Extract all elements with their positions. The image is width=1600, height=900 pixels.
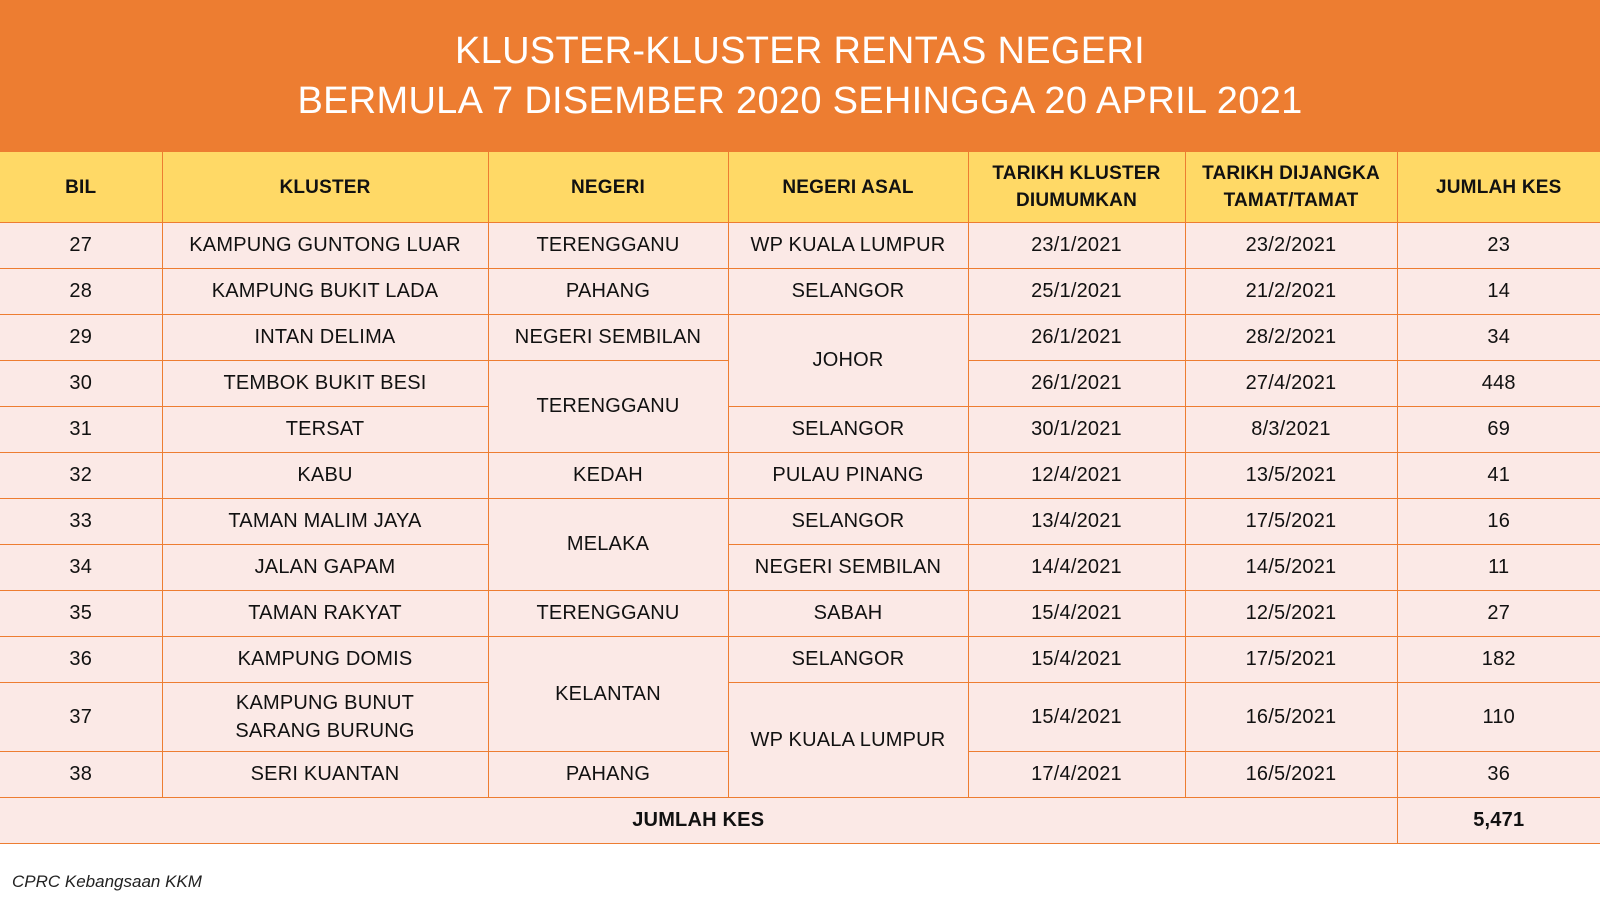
cell-negeri: PAHANG	[488, 269, 728, 315]
cell-bil: 33	[0, 499, 162, 545]
cell-kes: 182	[1397, 637, 1600, 683]
cell-kluster: TERSAT	[162, 407, 488, 453]
table-row	[0, 545, 1600, 591]
cell-kluster: JALAN GAPAM	[162, 545, 488, 591]
table-row	[0, 591, 1600, 637]
cell-kluster: KAMPUNG DOMIS	[162, 637, 488, 683]
cell-bil: 37	[0, 683, 162, 752]
cell-kes: 16	[1397, 499, 1600, 545]
table-row	[0, 453, 1600, 499]
header-negeri: NEGERI	[488, 152, 728, 223]
table-row	[0, 407, 1600, 453]
cell-negeri-asal: WP KUALA LUMPUR	[728, 223, 968, 269]
cell-kes: 34	[1397, 315, 1600, 361]
cell-kes: 69	[1397, 407, 1600, 453]
cell-kluster: INTAN DELIMA	[162, 315, 488, 361]
cell-tamat: 13/5/2021	[1185, 453, 1397, 499]
table-row	[0, 683, 1600, 752]
cell-negeri-asal: NEGERI SEMBILAN	[728, 545, 968, 591]
title-banner	[0, 0, 1600, 152]
cell-tamat: 16/5/2021	[1185, 752, 1397, 798]
cell-diumumkan: 13/4/2021	[968, 499, 1185, 545]
table-row	[0, 499, 1600, 545]
cell-tamat: 27/4/2021	[1185, 361, 1397, 407]
cell-kluster: KAMPUNG BUNUT SARANG BURUNG	[162, 683, 488, 752]
cell-negeri-asal: SABAH	[728, 591, 968, 637]
cell-kluster: KAMPUNG GUNTONG LUAR	[162, 223, 488, 269]
cell-diumumkan: 26/1/2021	[968, 361, 1185, 407]
cell-tamat: 17/5/2021	[1185, 637, 1397, 683]
cell-bil: 28	[0, 269, 162, 315]
cell-bil: 30	[0, 361, 162, 407]
cell-bil: 31	[0, 407, 162, 453]
table-row	[0, 269, 1600, 315]
source-credit: CPRC Kebangsaan KKM	[12, 872, 202, 891]
cell-diumumkan: 15/4/2021	[968, 591, 1185, 637]
cell-kes: 448	[1397, 361, 1600, 407]
cell-diumumkan: 12/4/2021	[968, 453, 1185, 499]
cell-kluster: KABU	[162, 453, 488, 499]
cell-tamat: 23/2/2021	[1185, 223, 1397, 269]
cell-negeri: PAHANG	[488, 752, 728, 798]
cell-kes: 14	[1397, 269, 1600, 315]
cell-diumumkan: 14/4/2021	[968, 545, 1185, 591]
cell-negeri-asal: SELANGOR	[728, 499, 968, 545]
cell-bil: 38	[0, 752, 162, 798]
cell-tamat: 17/5/2021	[1185, 499, 1397, 545]
header-negeri-asal: NEGERI ASAL	[728, 152, 968, 223]
cell-negeri: KEDAH	[488, 453, 728, 499]
cell-negeri-asal: JOHOR	[728, 315, 968, 407]
cell-kes: 11	[1397, 545, 1600, 591]
title-line-1: KLUSTER-KLUSTER RENTAS NEGERI	[454, 30, 1145, 72]
cell-bil: 36	[0, 637, 162, 683]
header-tarikh-diumumkan: TARIKH KLUSTER DIUMUMKAN	[968, 152, 1185, 223]
header-kluster: KLUSTER	[162, 152, 488, 223]
total-row	[0, 798, 1600, 844]
cell-negeri: TERENGGANU	[488, 361, 728, 453]
cell-negeri: KELANTAN	[488, 637, 728, 752]
header-jumlah-kes: JUMLAH KES	[1397, 152, 1600, 223]
cell-tamat: 12/5/2021	[1185, 591, 1397, 637]
cell-negeri-asal: SELANGOR	[728, 637, 968, 683]
cell-negeri: TERENGGANU	[488, 591, 728, 637]
cell-diumumkan: 15/4/2021	[968, 637, 1185, 683]
cell-negeri-asal: PULAU PINANG	[728, 453, 968, 499]
cell-kluster: TAMAN RAKYAT	[162, 591, 488, 637]
cell-negeri: MELAKA	[488, 499, 728, 591]
cell-tamat: 16/5/2021	[1185, 683, 1397, 752]
cell-diumumkan: 15/4/2021	[968, 683, 1185, 752]
table-header-row	[0, 152, 1600, 223]
cell-kluster: TAMAN MALIM JAYA	[162, 499, 488, 545]
cell-tamat: 8/3/2021	[1185, 407, 1397, 453]
cell-tamat: 21/2/2021	[1185, 269, 1397, 315]
cell-bil: 35	[0, 591, 162, 637]
cell-kes: 36	[1397, 752, 1600, 798]
total-label: JUMLAH KES	[0, 798, 1397, 844]
title-line-2: BERMULA 7 DISEMBER 2020 SEHINGGA 20 APRIL 2021	[297, 80, 1303, 122]
cell-negeri-asal: SELANGOR	[728, 407, 968, 453]
table-row	[0, 637, 1600, 683]
cell-negeri-asal: SELANGOR	[728, 269, 968, 315]
cell-bil: 34	[0, 545, 162, 591]
header-tarikh-tamat: TARIKH DIJANGKA TAMAT/TAMAT	[1185, 152, 1397, 223]
cell-tamat: 14/5/2021	[1185, 545, 1397, 591]
cell-kes: 27	[1397, 591, 1600, 637]
cell-negeri: NEGERI SEMBILAN	[488, 315, 728, 361]
cell-kes: 41	[1397, 453, 1600, 499]
cell-diumumkan: 26/1/2021	[968, 315, 1185, 361]
cell-kluster: KAMPUNG BUKIT LADA	[162, 269, 488, 315]
cell-diumumkan: 17/4/2021	[968, 752, 1185, 798]
cell-diumumkan: 30/1/2021	[968, 407, 1185, 453]
cell-diumumkan: 23/1/2021	[968, 223, 1185, 269]
cell-kluster: SERI KUANTAN	[162, 752, 488, 798]
total-value: 5,471	[1397, 798, 1600, 844]
cell-kluster: TEMBOK BUKIT BESI	[162, 361, 488, 407]
table-row	[0, 223, 1600, 269]
cell-diumumkan: 25/1/2021	[968, 269, 1185, 315]
cell-bil: 29	[0, 315, 162, 361]
cluster-table	[0, 152, 1600, 844]
cell-kes: 110	[1397, 683, 1600, 752]
header-bil: BIL	[0, 152, 162, 223]
cell-bil: 27	[0, 223, 162, 269]
cell-bil: 32	[0, 453, 162, 499]
cell-negeri-asal: WP KUALA LUMPUR	[728, 683, 968, 798]
table-row	[0, 315, 1600, 361]
cell-negeri: TERENGGANU	[488, 223, 728, 269]
cell-tamat: 28/2/2021	[1185, 315, 1397, 361]
cell-kes: 23	[1397, 223, 1600, 269]
